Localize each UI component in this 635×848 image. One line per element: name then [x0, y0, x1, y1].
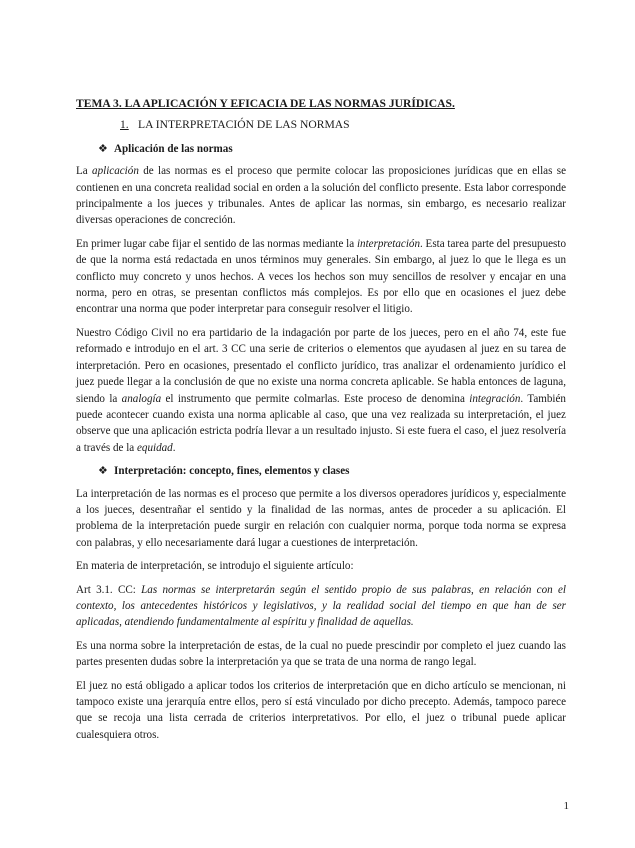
paragraph-4: La interpretación de las normas es el proceso que permite a los diversos operadores jurídicos y, especialmente a los jueces, desentrañar el sentido y la finalidad de las normas, antes de proceder a su aplicación. El problema de la interpretación puede surgir en relación con cualquier norma, porque toda norma se expresa con palabras, y ello necesariamente dará lugar a cuestiones de interpretación.	[76, 487, 566, 549]
page-number: 1	[563, 800, 569, 812]
paragraph-2: En primer lugar cabe fijar el sentido de las normas mediante la interpretación. Esta tarea parte del presupuesto de que la norma está redactada en unos términos muy generales. Sin embargo, al juez lo que le llega es un conflicto muy concreto y unos hechos. A veces los hechos son muy sencillos de resolver y encajar en una norma, pero en otras, se presentan conflictos más complejos. Es por ello que en ocasiones el juez debe encontrar una norma que poder interpretar para conseguir resolver el litigio.	[76, 237, 567, 316]
section-title: LA INTERPRETACIÓN DE LAS NORMAS	[138, 118, 350, 132]
section-heading	[120, 117, 566, 133]
document-title: TEMA 3. LA APLICACIÓN Y EFICACIA DE LAS NORMAS JURÍDICAS.	[76, 97, 455, 110]
subheading-interpretacion	[98, 463, 566, 479]
paragraph-7: Es una norma sobre la interpretación de estas, de la cual no puede prescindir por completo el juez cuando las partes presenten dudas sobre la interpretación ya que se trata de una norma de rango legal.	[76, 639, 566, 669]
paragraph-5: En materia de interpretación, se introdujo el siguiente artículo:	[76, 560, 354, 573]
diamond-star-icon: ❖	[98, 465, 108, 478]
diamond-star-icon: ❖	[98, 142, 108, 155]
paragraph-6-quote: Art 3.1. CC: Las normas se interpretarán según el sentido propio de sus palabras, en relación con el contexto, los antecedentes históricos y legislativos, y la realidad social del tiempo en que han de ser aplicadas, atendiendo fundamentalmente al espíritu y finalidad de aquellas.	[76, 583, 566, 629]
subheading-text: Aplicación de las normas	[114, 142, 233, 155]
paragraph-1: La aplicación de las normas es el proceso que permite colocar las proposiciones jurídicas que en ellas se contienen en una concreta realidad social en orden a la solución del conflicto presente. Esta labor corresponde principalmente a los jueces y tribunales. Antes de aplicar las normas, sin embargo, es necesario realizar diversas operaciones de concreción.	[76, 165, 566, 227]
section-number: 1.	[120, 118, 129, 132]
document-page	[76, 96, 566, 750]
paragraph-8: El juez no está obligado a aplicar todos los criterios de interpretación que en dicho artículo se mencionan, ni tampoco existe una jerarquía entre ellos, pero sí está vinculado por dicho precepto. Además, tampoco parece que se recoja una lista cerrada de criterios interpretativos. Por ello, el juez o tribunal puede aplicar cualesquiera otros.	[76, 679, 566, 741]
subheading-text: Interpretación: concepto, fines, elementos y clases	[114, 465, 350, 478]
paragraph-3: Nuestro Código Civil no era partidario de la indagación por parte de los jueces, pero en el año 74, este fue reformado e introdujo en el art. 3 CC una serie de criterios o elementos que ayudasen al juez en su tarea de interpretación. Pero en ocasiones, presentado el conflicto jurídico, tras analizar el ordenamiento jurídico el juez puede llegar a la conclusión de que no existe una norma concreta aplicable. Se habla entonces de laguna, siendo la analogía el instrumento que permite colmarlas. Este proceso de denomina integración. También puede acontecer cuando exista una norma aplicable al caso, que una vez realizada su interpretación, el juez observe que una aplicación estricta podría llevar a un resultado injusto. Si este fuera el caso, el juez resolvería a través de la equidad.	[76, 326, 566, 454]
subheading-aplicacion	[98, 141, 566, 157]
